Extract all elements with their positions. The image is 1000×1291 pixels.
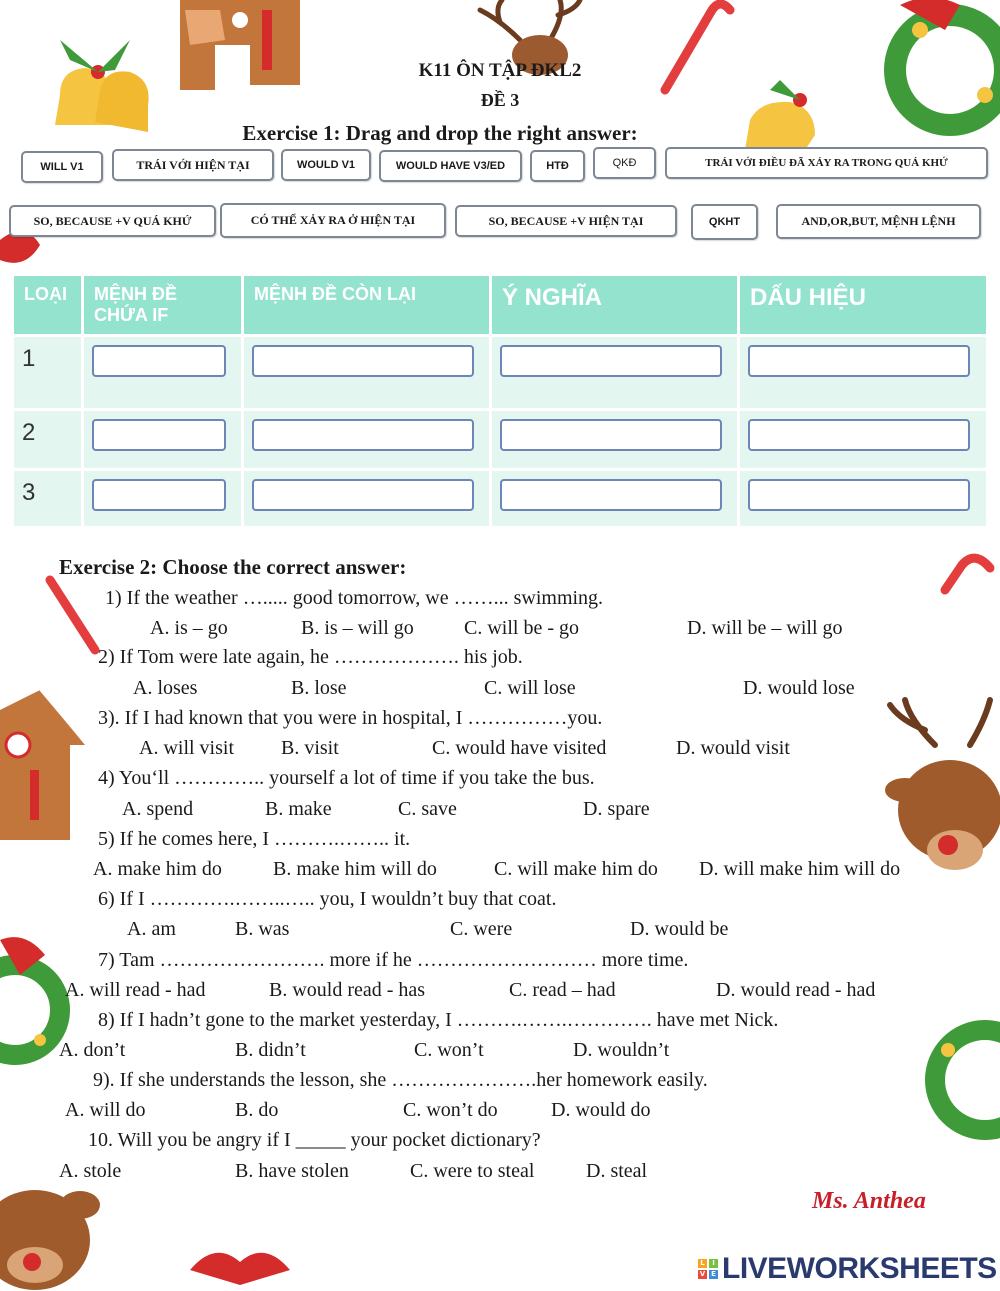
drop-zone[interactable] xyxy=(252,479,474,511)
question-text: 4) You‘ll ………….. yourself a lot of time if you take the bus. xyxy=(98,767,595,789)
drop-zone[interactable] xyxy=(92,479,226,511)
answer-option[interactable]: A. will do xyxy=(65,1099,146,1121)
header-main-clause: MỆNH ĐỀ CÒN LẠI xyxy=(243,275,491,336)
drop-zone[interactable] xyxy=(92,345,226,377)
table-row xyxy=(13,336,988,410)
logo-mark-letter: E xyxy=(709,1270,718,1279)
answer-chip[interactable]: AND,OR,BUT, MỆNH LỆNH xyxy=(776,204,981,239)
answer-option[interactable]: C. were to steal xyxy=(410,1160,535,1182)
answer-option[interactable]: A. will read - had xyxy=(65,979,206,1001)
answer-option[interactable]: A. loses xyxy=(133,677,198,699)
drop-zone[interactable] xyxy=(748,345,970,377)
answer-option[interactable]: D. will be – will go xyxy=(687,617,843,639)
question-text: 2) If Tom were late again, he ………………. his job. xyxy=(98,646,523,668)
reindeer-antlers-icon xyxy=(480,0,580,40)
answer-option[interactable]: C. read – had xyxy=(509,979,616,1001)
table-row xyxy=(13,410,988,470)
header-if-clause: MỆNH ĐỀ CHỨA IF xyxy=(83,275,243,336)
answer-option[interactable]: A. stole xyxy=(59,1160,122,1182)
answer-option[interactable]: D. would read - had xyxy=(716,979,876,1001)
bells-icon xyxy=(55,40,149,132)
question-text: 10. Will you be angry if I _____ your pocket dictionary? xyxy=(88,1129,541,1151)
answer-option[interactable]: D. would lose xyxy=(743,677,855,699)
answer-option[interactable]: B. would read - has xyxy=(269,979,426,1001)
answer-chip[interactable]: SO, BECAUSE +V QUÁ KHỨ xyxy=(9,205,216,237)
answer-option[interactable]: C. won’t xyxy=(414,1039,484,1061)
row-number: 3 xyxy=(13,470,83,528)
logo-mark-letter: L xyxy=(698,1259,707,1268)
answer-option[interactable]: B. didn’t xyxy=(235,1039,306,1061)
liveworksheets-logo[interactable] xyxy=(698,1252,997,1286)
question-text: 7) Tam ……………………. more if he ……………………… more time. xyxy=(98,949,689,971)
answer-option[interactable]: A. spend xyxy=(122,798,194,820)
question-text: 1) If the weather …..... good tomorrow, we ……... swimming. xyxy=(105,587,604,609)
drop-zone[interactable] xyxy=(748,479,970,511)
answer-option[interactable]: A. will visit xyxy=(139,737,235,759)
logo-mark-letter: V xyxy=(699,1270,706,1278)
worksheet-title: K11 ÔN TẬP ĐKL2 xyxy=(418,60,582,81)
question-text: 9). If she understands the lesson, she ………………….her homework easily. xyxy=(93,1069,708,1091)
answer-option[interactable]: B. make him will do xyxy=(273,858,437,880)
wreath-icon xyxy=(935,1030,1000,1130)
drop-zone[interactable] xyxy=(500,479,722,511)
answer-chip[interactable]: CÓ THỂ XẢY RA Ở HIỆN TẠI xyxy=(220,203,446,238)
answer-option[interactable]: B. is – will go xyxy=(301,617,414,639)
answer-option[interactable]: B. have stolen xyxy=(235,1160,349,1182)
answer-option[interactable]: A. don’t xyxy=(59,1039,126,1061)
answer-option[interactable]: D. would visit xyxy=(676,737,790,759)
answer-option[interactable]: B. do xyxy=(235,1099,279,1121)
answer-option[interactable]: A. am xyxy=(127,918,176,940)
drop-zone[interactable] xyxy=(92,419,226,451)
exercise2-title: Exercise 2: Choose the correct answer: xyxy=(59,555,407,579)
answer-option[interactable]: B. visit xyxy=(281,737,339,759)
header-type: LOẠI xyxy=(13,275,83,336)
row-number: 1 xyxy=(13,336,83,410)
answer-option[interactable]: C. will lose xyxy=(484,677,576,699)
header-meaning: Ý NGHĨA xyxy=(491,275,739,336)
answer-option[interactable]: D. wouldn’t xyxy=(573,1039,670,1061)
drop-zone[interactable] xyxy=(500,419,722,451)
row-number: 2 xyxy=(13,410,83,470)
question-text: 8) If I hadn’t gone to the market yesterday, I ……….…….…………. have met Nick. xyxy=(98,1009,779,1031)
question-text: 3). If I had known that you were in hospital, I ……………you. xyxy=(98,707,603,729)
table-row xyxy=(13,470,988,528)
answer-option[interactable]: B. was xyxy=(235,918,290,940)
answer-option[interactable]: A. is – go xyxy=(150,617,228,639)
answer-chip[interactable]: TRÁI VỚI HIỆN TẠI xyxy=(112,149,274,181)
answer-chip[interactable]: HTĐ xyxy=(530,150,585,182)
answer-option[interactable]: D. steal xyxy=(586,1160,648,1182)
answer-chip[interactable]: QKĐ xyxy=(593,147,656,179)
answer-chip[interactable]: WOULD HAVE V3/ED xyxy=(379,150,522,182)
answer-option[interactable]: C. would have visited xyxy=(432,737,607,759)
answer-option[interactable]: B. lose xyxy=(291,677,347,699)
teacher-signature: Ms. Anthea xyxy=(812,1188,926,1214)
gingerbread-house-icon xyxy=(0,688,88,840)
question-text: 6) If I ………….……..….. you, I wouldn’t buy that coat. xyxy=(98,888,557,910)
drop-zone[interactable] xyxy=(252,345,474,377)
answer-chip[interactable]: WILL V1 xyxy=(21,151,103,183)
answer-option[interactable]: D. would do xyxy=(551,1099,651,1121)
answer-option[interactable]: C. save xyxy=(398,798,457,820)
answer-option[interactable]: D. would be xyxy=(630,918,729,940)
wreath-icon xyxy=(0,937,60,1055)
answer-chip[interactable]: SO, BECAUSE +V HIỆN TẠI xyxy=(455,205,677,237)
logo-text: LIVEWORKSHEETS xyxy=(722,1252,997,1285)
drop-zone[interactable] xyxy=(748,419,970,451)
worksheet-subtitle: ĐỀ 3 xyxy=(480,90,520,110)
answer-option[interactable]: D. spare xyxy=(583,798,650,820)
bow-icon xyxy=(190,1253,290,1285)
answer-option[interactable]: C. won’t do xyxy=(403,1099,498,1121)
logo-mark-letter: I xyxy=(709,1259,718,1268)
answer-chip[interactable]: QKHT xyxy=(691,204,758,240)
answer-option[interactable]: B. make xyxy=(265,798,332,820)
question-text: 5) If he comes here, I ……….…….. it. xyxy=(98,828,411,850)
drop-zone[interactable] xyxy=(500,345,722,377)
answer-chip[interactable]: TRÁI VỚI ĐIỀU ĐÃ XẢY RA TRONG QUÁ KHỨ xyxy=(665,147,988,179)
header-signal: DẤU HIỆU xyxy=(739,275,988,336)
answer-option[interactable]: A. make him do xyxy=(93,858,222,880)
answer-chip[interactable]: WOULD V1 xyxy=(281,149,371,181)
answer-option[interactable]: C. will make him do xyxy=(494,858,658,880)
reindeer-icon xyxy=(885,700,1000,870)
reindeer-icon xyxy=(0,1190,100,1290)
answer-option[interactable]: C. will be - go xyxy=(464,617,579,639)
logo-mark-icon xyxy=(698,1259,718,1279)
exercise1-title: Exercise 1: Drag and drop the right answer: xyxy=(242,121,638,145)
drop-zone[interactable] xyxy=(252,419,474,451)
answer-table xyxy=(11,273,989,529)
answer-option[interactable]: C. were xyxy=(450,918,513,940)
answer-option[interactable]: D. will make him will do xyxy=(699,858,901,880)
